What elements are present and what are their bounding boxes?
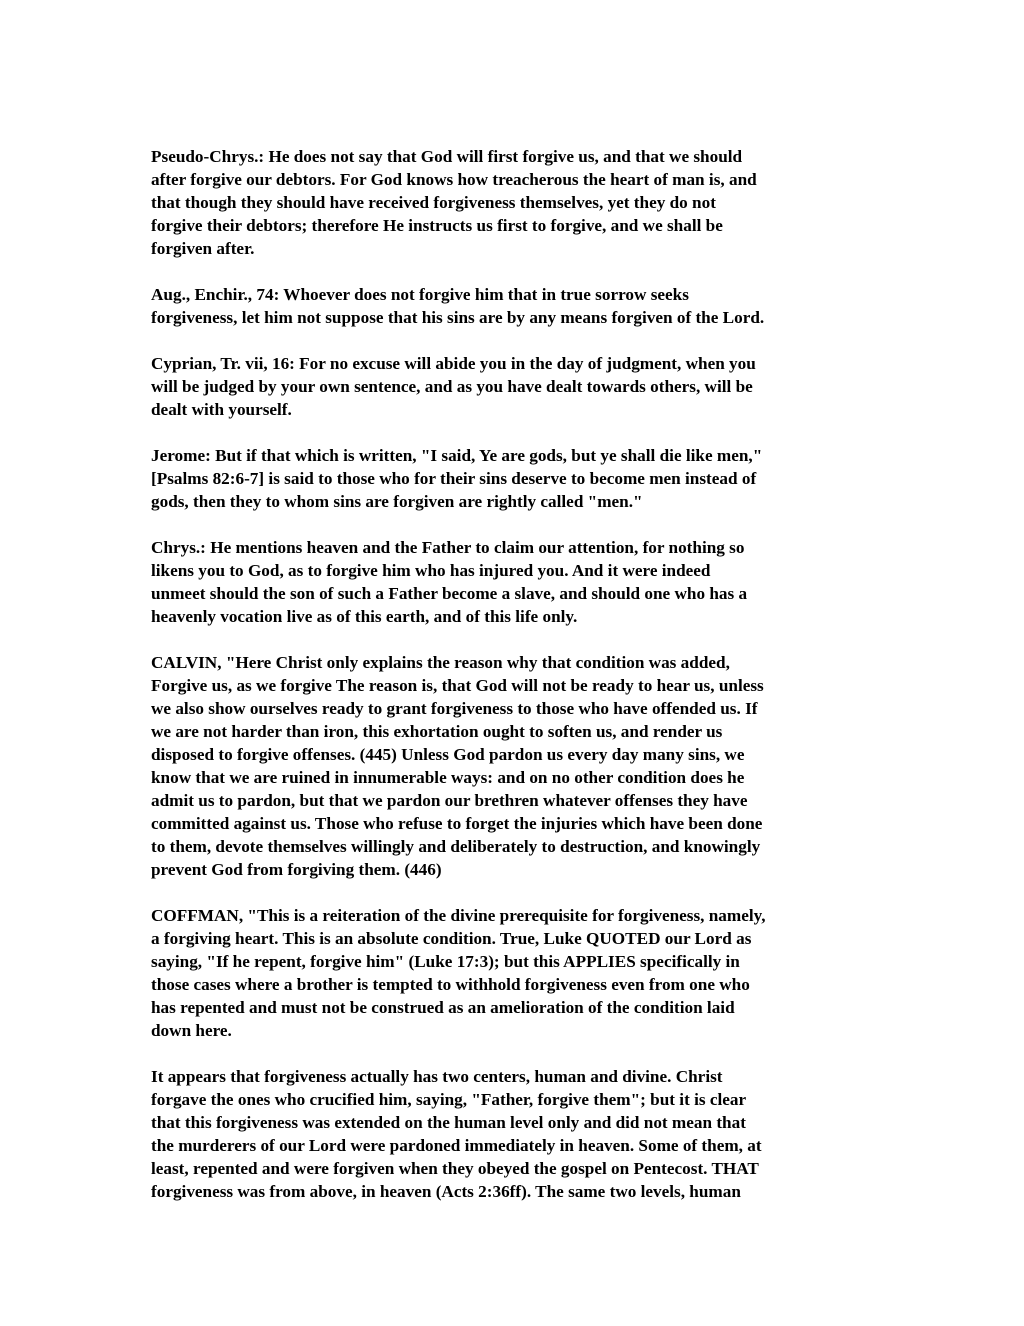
text-line: committed against us. Those who refuse to forget the injuries which have been done: [151, 814, 763, 833]
text-line: Pseudo-Chrys.: He does not say that God will first forgive us, and that we should: [151, 147, 743, 166]
text-line: the murderers of our Lord were pardoned immediately in heaven. Some of them, at: [151, 1136, 762, 1155]
text-line: we are not harder than iron, this exhortation ought to soften us, and render us: [151, 722, 723, 741]
text-line: after forgive our debtors. For God knows how treacherous the heart of man is, and: [151, 170, 757, 189]
text-line: unmeet should the son of such a Father become a slave, and should one who has a: [151, 584, 748, 603]
text-line: likens you to God, as to forgive him who has injured you. And it were indeed: [151, 561, 711, 580]
text-line: disposed to forgive offenses. (445) Unless God pardon us every day many sins, we: [151, 745, 745, 764]
text-line: will be judged by your own sentence, and as you have dealt towards others, will be: [151, 377, 753, 396]
text-line: saying, "If he repent, forgive him" (Luke 17:3); but this APPLIES specifically in: [151, 952, 740, 971]
text-line: forgave the ones who crucified him, saying, "Father, forgive them"; but it is clear: [151, 1090, 747, 1109]
text-line: heavenly vocation live as of this earth, and of this life only.: [151, 607, 578, 626]
text-line: Chrys.: He mentions heaven and the Father to claim our attention, for nothing so: [151, 538, 745, 557]
text-line: that this forgiveness was extended on the human level only and did not mean that: [151, 1113, 746, 1132]
paragraph-jerome: [151, 444, 891, 513]
paragraph-coffman: [151, 904, 891, 1042]
text-line: to them, devote themselves willingly and deliberately to destruction, and knowingly: [151, 837, 761, 856]
text-line: forgiven after.: [151, 239, 255, 258]
text-line: COFFMAN, "This is a reiteration of the divine prerequisite for forgiveness, namely,: [151, 906, 766, 925]
text-line: admit us to pardon, but that we pardon our brethren whatever offenses they have: [151, 791, 748, 810]
text-line: we also show ourselves ready to grant forgiveness to those who have offended us. If: [151, 699, 758, 718]
paragraph-chrys: [151, 536, 891, 628]
text-line: It appears that forgiveness actually has two centers, human and divine. Christ: [151, 1067, 723, 1086]
text-line: that though they should have received forgiveness themselves, yet they do not: [151, 193, 716, 212]
text-line: Aug., Enchir., 74: Whoever does not forgive him that in true sorrow seeks: [151, 285, 689, 304]
text-line: dealt with yourself.: [151, 400, 292, 419]
paragraph-augustine: [151, 283, 891, 329]
text-line: Forgive us, as we forgive The reason is, that God will not be ready to hear us, unless: [151, 676, 764, 695]
text-line: know that we are ruined in innumerable ways: and on no other condition does he: [151, 768, 745, 787]
text-line: Cyprian, Tr. vii, 16: For no excuse will abide you in the day of judgment, when you: [151, 354, 756, 373]
paragraph-pseudo-chrys: [151, 145, 891, 260]
text-line: least, repented and were forgiven when they obeyed the gospel on Pentecost. THAT: [151, 1159, 759, 1178]
text-line: those cases where a brother is tempted to withhold forgiveness even from one who: [151, 975, 750, 994]
paragraph-cyprian: [151, 352, 891, 421]
text-line: has repented and must not be construed as an amelioration of the condition laid: [151, 998, 735, 1017]
text-line: a forgiving heart. This is an absolute condition. True, Luke QUOTED our Lord as: [151, 929, 752, 948]
paragraph-calvin: [151, 651, 891, 881]
text-line: forgiveness, let him not suppose that his sins are by any means forgiven of the Lord.: [151, 308, 765, 327]
text-line: Jerome: But if that which is written, "I said, Ye are gods, but ye shall die like men,": [151, 446, 763, 465]
document-page: [151, 145, 891, 1226]
text-line: gods, then they to whom sins are forgiven are rightly called "men.": [151, 492, 643, 511]
text-line: [Psalms 82:6-7] is said to those who for their sins deserve to become men instead of: [151, 469, 757, 488]
text-line: forgive their debtors; therefore He instructs us first to forgive, and we shall be: [151, 216, 723, 235]
text-line: down here.: [151, 1021, 232, 1040]
text-line: CALVIN, "Here Christ only explains the reason why that condition was added,: [151, 653, 730, 672]
paragraph-two-centers: [151, 1065, 891, 1203]
text-line: forgiveness was from above, in heaven (Acts 2:36ff). The same two levels, human: [151, 1182, 741, 1201]
text-line: prevent God from forgiving them. (446): [151, 860, 442, 879]
